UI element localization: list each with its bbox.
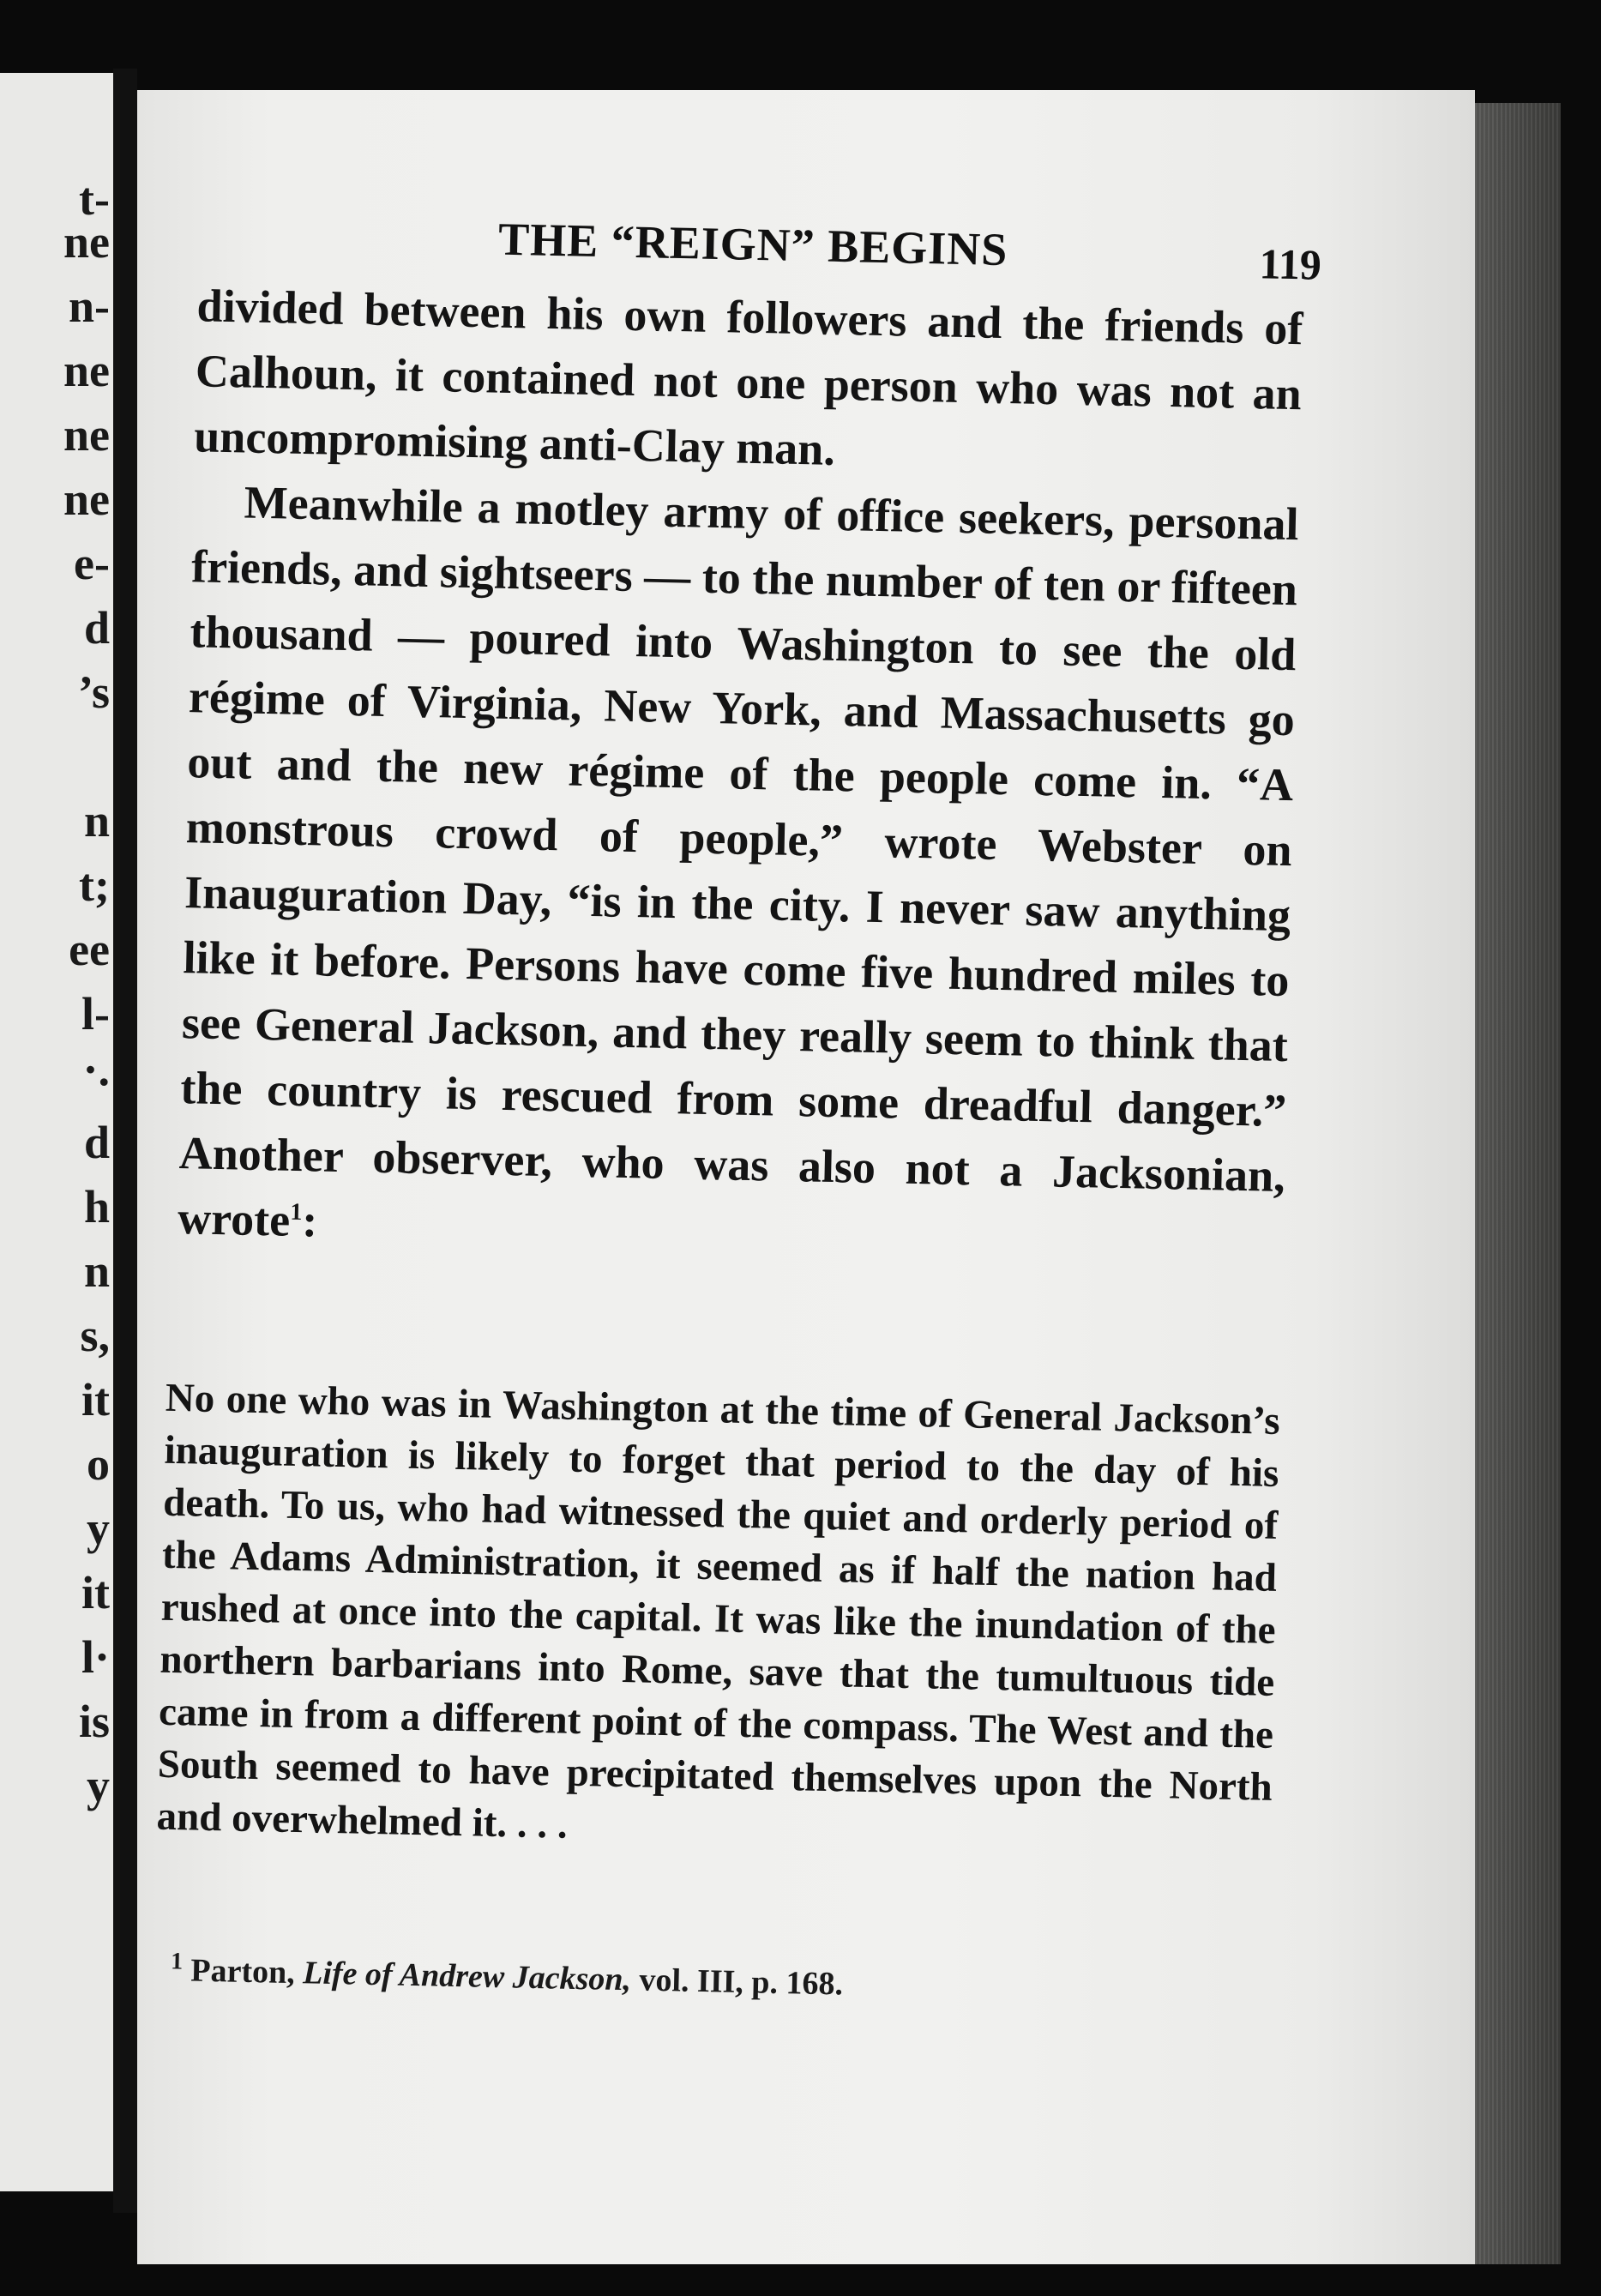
- footnote-title: Life of Andrew Jackson,: [302, 1955, 632, 1998]
- page-number: 119: [1259, 239, 1322, 289]
- paragraph: divided between his own followers and the friends of Calhoun, it contained not one person who was not an uncompromising anti-Clay man.: [193, 280, 1303, 475]
- left-fragment: l·: [81, 1631, 110, 1683]
- left-fragment: n-: [68, 280, 110, 332]
- quote-text: No one who was in Washington at the time of General Jackson’s inauguration is likely to forget that period to the day of his death. To us, who had witnessed the quiet and orderly period of the Adams Administration, it seemed as if half the nation had rushed at once into the capital. It was like the inundation of the northern barbarians into Rome, save that the tumultuous tide came in from a different point of the compass. The West and the South seemed to have precipitated themselves upon the North and overwhelmed it. . . .: [156, 1375, 1281, 1847]
- left-fragment: n: [83, 795, 110, 847]
- left-fragment: ne: [63, 473, 110, 525]
- page-content: [156, 90, 1428, 2003]
- left-fragment: o: [87, 1438, 110, 1490]
- left-page-text-fragments: [0, 73, 113, 2191]
- footnote: [170, 1948, 1268, 2012]
- footnote-marker: 1: [170, 1948, 184, 1975]
- left-fragment: t;: [79, 859, 110, 911]
- left-fragment: y: [87, 1760, 110, 1811]
- footnote-citation: vol. III, p. 168.: [630, 1962, 844, 2003]
- left-fragment: t-: [79, 173, 110, 225]
- left-fragment: e-: [74, 538, 110, 589]
- left-fragment: ’s: [78, 666, 110, 718]
- footnote-author: Parton,: [190, 1952, 304, 1992]
- body-text: [178, 273, 1304, 1274]
- left-fragment: it: [81, 1567, 110, 1618]
- left-fragment: s,: [80, 1310, 110, 1361]
- left-fragment: d: [83, 602, 110, 654]
- left-fragment: ne: [63, 409, 110, 461]
- main-page: [137, 90, 1475, 2264]
- left-fragment: d: [83, 1117, 110, 1168]
- left-fragment: h: [83, 1181, 110, 1232]
- left-fragment: ne: [63, 345, 110, 396]
- block-quote: [156, 1372, 1280, 1866]
- left-fragment: y: [87, 1503, 110, 1554]
- paragraph-text-end: :: [301, 1195, 318, 1247]
- paragraph-text: Meanwhile a motley army of office seekers, personal friends, and sightseers — to the number of ten or fifteen thousand — poured into Washington to see the old régime of Virginia, New York, and Massachusetts go out and the new régime of the people come in. “A monstrous crowd of people,” wrote Webster on Inauguration Day, “is in the city. I never saw anything like it before. Persons have come five hundred miles to see General Jackson, and they really seem to think that the country is rescued from some dreadful danger.” Another observer, who was also not a Jacksonian, wrote: [177, 476, 1300, 1246]
- running-head: THE “REIGN” BEGINS: [497, 213, 1008, 276]
- footnote-reference: 1: [290, 1198, 303, 1226]
- left-fragment: is: [78, 1696, 110, 1747]
- left-fragment: ·.: [82, 1044, 110, 1095]
- left-facing-page: [0, 73, 113, 2191]
- book-gutter: [113, 69, 137, 2213]
- paragraph: [178, 468, 1300, 1274]
- left-fragment: ee: [69, 924, 110, 975]
- left-fragment: n: [83, 1245, 110, 1297]
- left-fragment: l-: [81, 988, 110, 1040]
- left-fragment: ne: [63, 216, 110, 268]
- left-fragment: it: [81, 1374, 110, 1425]
